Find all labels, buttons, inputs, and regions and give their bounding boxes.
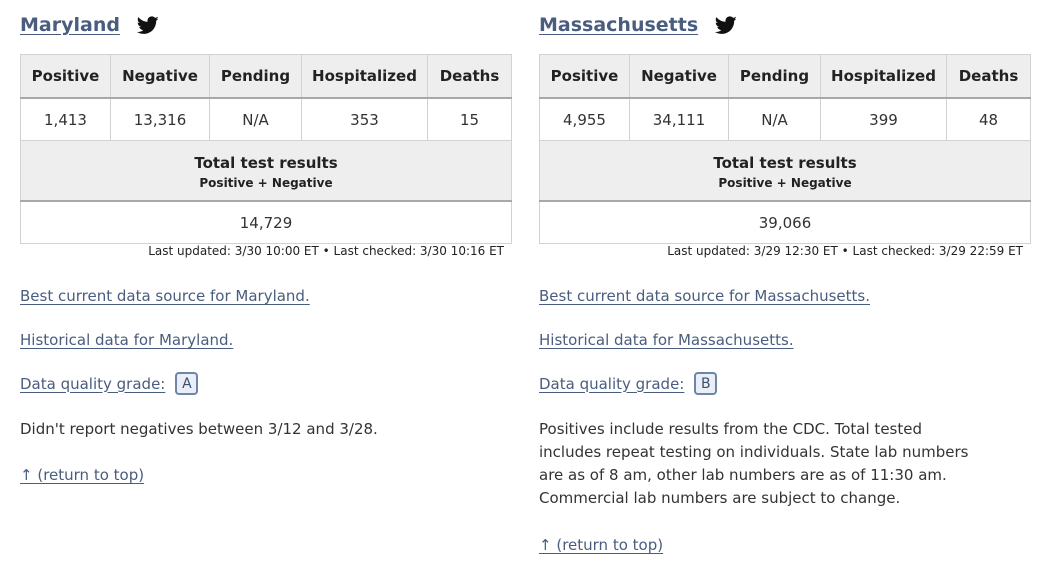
negative-value: 13,316 bbox=[111, 98, 210, 141]
last-updated-text: Last updated: 3/30 10:00 ET • Last checked: 3/30 10:16 ET bbox=[148, 244, 504, 258]
column-header: Hospitalized bbox=[302, 55, 428, 99]
total-results-header bbox=[540, 141, 1031, 202]
pending-value: N/A bbox=[210, 98, 302, 141]
state-heading bbox=[539, 14, 737, 36]
total-results-value: 39,066 bbox=[540, 201, 1031, 244]
stats-table bbox=[20, 54, 512, 244]
state-name-link[interactable]: Massachusetts bbox=[539, 14, 699, 36]
column-header: Negative bbox=[630, 55, 729, 99]
positive-value: 4,955 bbox=[540, 98, 630, 141]
data-quality-grade bbox=[539, 372, 717, 395]
column-header: Positive bbox=[540, 55, 630, 99]
historical-data-link[interactable]: Historical data for Maryland. bbox=[20, 331, 234, 349]
deaths-value: 48 bbox=[947, 98, 1031, 141]
column-header: Pending bbox=[210, 55, 302, 99]
negative-value: 34,111 bbox=[630, 98, 729, 141]
state-heading bbox=[20, 14, 159, 36]
column-header: Deaths bbox=[947, 55, 1031, 99]
total-results-subtitle: Positive + Negative bbox=[199, 176, 333, 190]
twitter-icon[interactable] bbox=[715, 16, 737, 35]
column-header: Hospitalized bbox=[821, 55, 947, 99]
pending-value: N/A bbox=[729, 98, 821, 141]
twitter-icon[interactable] bbox=[137, 16, 159, 35]
total-results-title: Total test results bbox=[194, 154, 338, 172]
state-note: Positives include results from the CDC. Total tested includes repeat testing on individuals. State lab numbers are as of 8 am, other lab numbers are as of 11:30 am. Commercial lab numbers are subject to change. bbox=[539, 420, 969, 507]
state-note: Didn't report negatives between 3/12 and 3/28. bbox=[20, 420, 378, 438]
total-results-header bbox=[21, 141, 512, 202]
data-source-link[interactable]: Best current data source for Maryland. bbox=[20, 287, 310, 305]
grade-badge[interactable]: B bbox=[694, 372, 717, 395]
return-to-top-link[interactable]: ↑ (return to top) bbox=[539, 536, 664, 554]
grade-badge[interactable]: A bbox=[175, 372, 198, 395]
total-results-value: 14,729 bbox=[21, 201, 512, 244]
total-results-subtitle: Positive + Negative bbox=[718, 176, 852, 190]
data-quality-grade bbox=[20, 372, 198, 395]
table-header-row bbox=[540, 55, 1031, 99]
hospitalized-value: 399 bbox=[821, 98, 947, 141]
table-row bbox=[21, 98, 512, 141]
table-row bbox=[540, 98, 1031, 141]
return-to-top-link[interactable]: ↑ (return to top) bbox=[20, 466, 145, 484]
column-header: Pending bbox=[729, 55, 821, 99]
state-name-link[interactable]: Maryland bbox=[20, 14, 120, 36]
grade-label-link[interactable]: Data quality grade: bbox=[20, 374, 166, 393]
hospitalized-value: 353 bbox=[302, 98, 428, 141]
last-updated-text: Last updated: 3/29 12:30 ET • Last checked: 3/29 22:59 ET bbox=[667, 244, 1023, 258]
total-results-title: Total test results bbox=[713, 154, 857, 172]
deaths-value: 15 bbox=[428, 98, 512, 141]
data-source-link[interactable]: Best current data source for Massachusetts. bbox=[539, 287, 870, 305]
column-header: Deaths bbox=[428, 55, 512, 99]
stats-table bbox=[539, 54, 1031, 244]
historical-data-link[interactable]: Historical data for Massachusetts. bbox=[539, 331, 794, 349]
grade-label-link[interactable]: Data quality grade: bbox=[539, 374, 685, 393]
table-header-row bbox=[21, 55, 512, 99]
column-header: Negative bbox=[111, 55, 210, 99]
positive-value: 1,413 bbox=[21, 98, 111, 141]
column-header: Positive bbox=[21, 55, 111, 99]
